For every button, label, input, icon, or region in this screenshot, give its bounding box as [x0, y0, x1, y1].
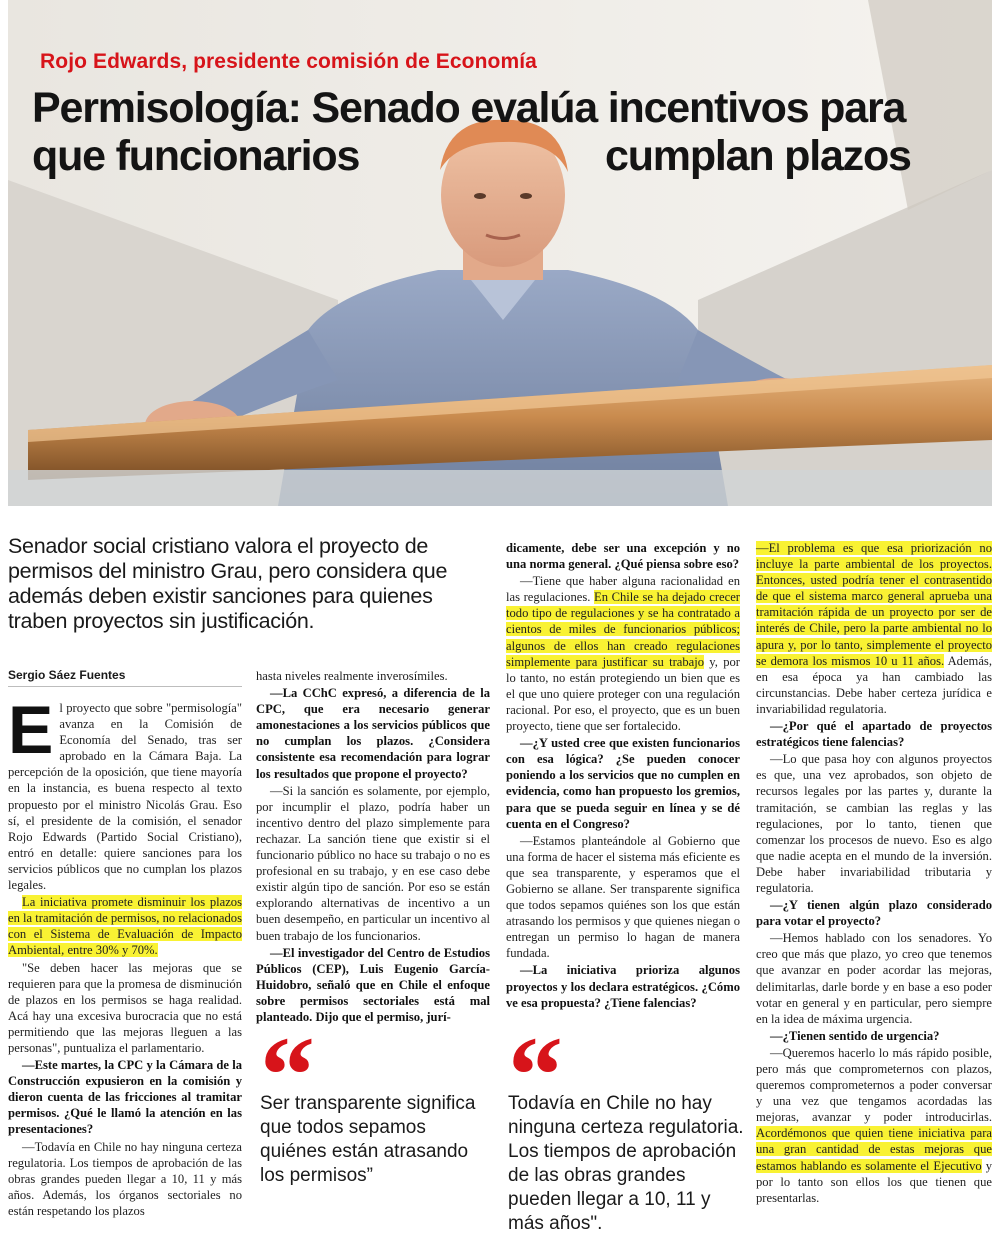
- hero-photo: [8, 0, 992, 506]
- column-3: [506, 540, 740, 1012]
- question: —La iniciativa prioriza algunos proyectos y los declara estratégicos. ¿Cómo ve esa propuesta? ¿Tiene falencias?: [506, 963, 740, 1010]
- article-deck: Senador social cristiano valora el proyecto de permisos del ministro Grau, pero considera que además deben existir sanciones para quienes traben proyectos sin justificación.: [8, 534, 448, 633]
- paragraph: hasta niveles realmente inverosímiles.: [256, 669, 448, 683]
- answer: —Todavía en Chile no hay ninguna certeza regulatoria. Los tiempos de aprobación de las obras grandes pueden llegar a 10, 11 y más años. Además, los órganos sectoriales no están respetando los plazos: [8, 1139, 242, 1218]
- answer: —El problema es que esa priorización no incluye la parte ambiental de los proyectos. Entonces, usted podría tener el contrasentido de que el sistema marco general aprueba una tramitación rápida de un proyecto por ser de interés de Chile, pero la parte ambiental no lo apura y, por lo tanto, simplemente el proyecto se demora los mismos 10 u 11 años. Además, en esa época ya han cambiado las circunstancias. Debe haber certeza jurídica e invariabilidad regulatoria.: [756, 541, 992, 716]
- quote-mark-icon: “: [260, 1014, 309, 1136]
- photo-illustration: [8, 0, 992, 506]
- question: —¿Y usted cree que existen funcionarios con esa lógica? ¿Se pueden conocer poniendo a los servicios que no cumplen en evidencia, como han propuesto los gremios, para que se pueda seguir en línea y se dé cuenta en el Congreso?: [506, 736, 740, 831]
- question-continued: dicamente, debe ser una excepción y no una norma general. ¿Qué piensa sobre eso?: [506, 541, 740, 572]
- answer: —Hemos hablado con los senadores. Yo creo que más que plazo, yo creo que tenemos que avanzar en poder acordar las mejoras, delimitarlas, darle borde y en base a eso poder votar en general y en particular, pero siempre en la idea de máxima urgencia.: [756, 931, 992, 1026]
- headline-line-2: [32, 132, 992, 180]
- paragraph: "Se deben hacer las mejoras que se requieren para que la promesa de disminución de plazos en los permisos se haga realidad. Acá hay una excesiva burocracia que no está permitiendo que las mejoras lleguen a las personas", puntualiza el parlamentario.: [8, 960, 242, 1055]
- question: —¿Por qué el apartado de proyectos estratégicos tiene falencias?: [756, 719, 992, 750]
- pull-quote-text: Todavía en Chile no hay ninguna certeza regulatoria. Los tiempos de aprobación de las obras grandes pueden llegar a 10, 11 y más años".: [508, 1093, 744, 1234]
- column-2: [256, 668, 490, 1026]
- drop-cap: E: [8, 692, 54, 768]
- answer: —Lo que pasa hoy con algunos proyectos es que, una vez aprobados, son objeto de recursos legales por las partes y, durante la tramitación, se cambian las reglas y las regulaciones, por lo tanto, tienen que comenzar los procesos de nuevo. Eso es algo que nadie acepta en el mundo de la inversión. Debe haber invariabilidad tributaria y regulatoria.: [756, 752, 992, 895]
- headline-line-2a: que funcionarios: [32, 132, 360, 180]
- pull-quote-1: [260, 1014, 490, 1188]
- column-1: [8, 692, 242, 1220]
- answer: —Estamos planteándole al Gobierno que una forma de hacer el sistema más eficiente es que sea transparente, y esperamos que el Gobierno se allane. Ser transparente significa que todos sepamos quiénes son los que están atrasando los permisos y que quienes niegan o entregan un permiso lo hagan de manera fundada.: [506, 833, 740, 961]
- quote-mark-icon: “: [508, 1014, 557, 1136]
- paragraph: El proyecto que sobre "permisología" avanza en la Comisión de Economía del Senado, tras ser aprobado en la Cámara Baja. La percepción de la oposición, que tiene mayoría en la instancia, es buena respecto al texto propuesto por el ministro Nicolás Grau. Eso sí, el presidente de la comisión, el senador Rojo Edwards (Partido Social Cristiano), entró en detalle: quiere sanciones para los servicios públicos que no cumplan los plazos legales.: [8, 692, 242, 893]
- question: —Este martes, la CPC y la Cámara de la Construcción expusieron en la comisión y dieron cuenta de las fricciones al tramitar permisos. ¿Qué le llamó la atención en las presentaciones?: [8, 1058, 242, 1137]
- answer: —Si la sanción es solamente, por ejemplo, por incumplir el plazo, podría haber un incentivo dentro del plazo simplemente para rechazar. La sanción tiene que existir si el funcionario público no hace su trabajo o no es profesional en su trabajo, y en ese caso debe existir algún tipo de sanción. Por eso se están explorando alternativas de incentivo a un buen desempeño, en particular un incentivo al buen trabajo de los funcionarios.: [256, 783, 490, 943]
- question: —El investigador del Centro de Estudios Públicos (CEP), Luis Eugenio García-Huidobro, señaló que en Chile el enfoque sobre permisos sectoriales está mal planteado. Dijo que el permiso, jurí-: [256, 945, 490, 1024]
- pull-quote-text: Ser transparente significa que todos sepamos quiénes están atrasando los permisos”: [260, 1093, 476, 1186]
- headline-line-2b: cumplan plazos: [605, 132, 911, 180]
- answer: —Queremos hacerlo lo más rápido posible, pero más que comprometernos con plazos, queremos comprometernos a poder conversar y una vez que tengamos acordadas las mejoras, avanzar y poder introducirlas. Acordémonos que quien tiene iniciativa para una gran cantidad de estas mejoras que estamos hablando es solamente el Ejecutivo y por lo tanto son ellos los que tienen que presentarlas.: [756, 1045, 992, 1205]
- article-kicker: Rojo Edwards, presidente comisión de Economía: [40, 50, 537, 73]
- column-4: [756, 540, 992, 1207]
- answer: —Tiene que haber alguna racionalidad en las regulaciones. En Chile se ha dejado crecer todo tipo de regulaciones y se ha contratado a cientos de miles de funcionarios públicos; algunos de ellos han creado regulaciones simplemente para justificar su trabajo y, por lo tanto, no están protegiendo un bien que es el que uno quiere proteger con una regulación racional. Por eso, el proyecto, que es un buen proyecto, tiene que ser fortalecido.: [506, 574, 740, 734]
- question: —¿Tienen sentido de urgencia?: [770, 1028, 940, 1043]
- byline: Sergio Sáez Fuentes: [8, 668, 242, 687]
- article-headline: [32, 84, 992, 180]
- question: —La CChC expresó, a diferencia de la CPC, que era necesario generar amonestaciones a los servicios públicos que no cumplan los plazos. ¿Considera consistente esa recomendación para lograr los resultados que propone el proyecto?: [256, 686, 490, 781]
- pull-quote-2: [508, 1014, 744, 1236]
- question: —¿Y tienen algún plazo considerado para votar el proyecto?: [756, 898, 992, 929]
- paragraph-highlighted: La iniciativa promete disminuir los plazos en la tramitación de permisos, no relacionados con el Sistema de Evaluación de Impacto Ambiental, entre 30% y 70%.: [8, 895, 242, 958]
- headline-line-1: Permisología: Senado evalúa incentivos para: [32, 84, 906, 132]
